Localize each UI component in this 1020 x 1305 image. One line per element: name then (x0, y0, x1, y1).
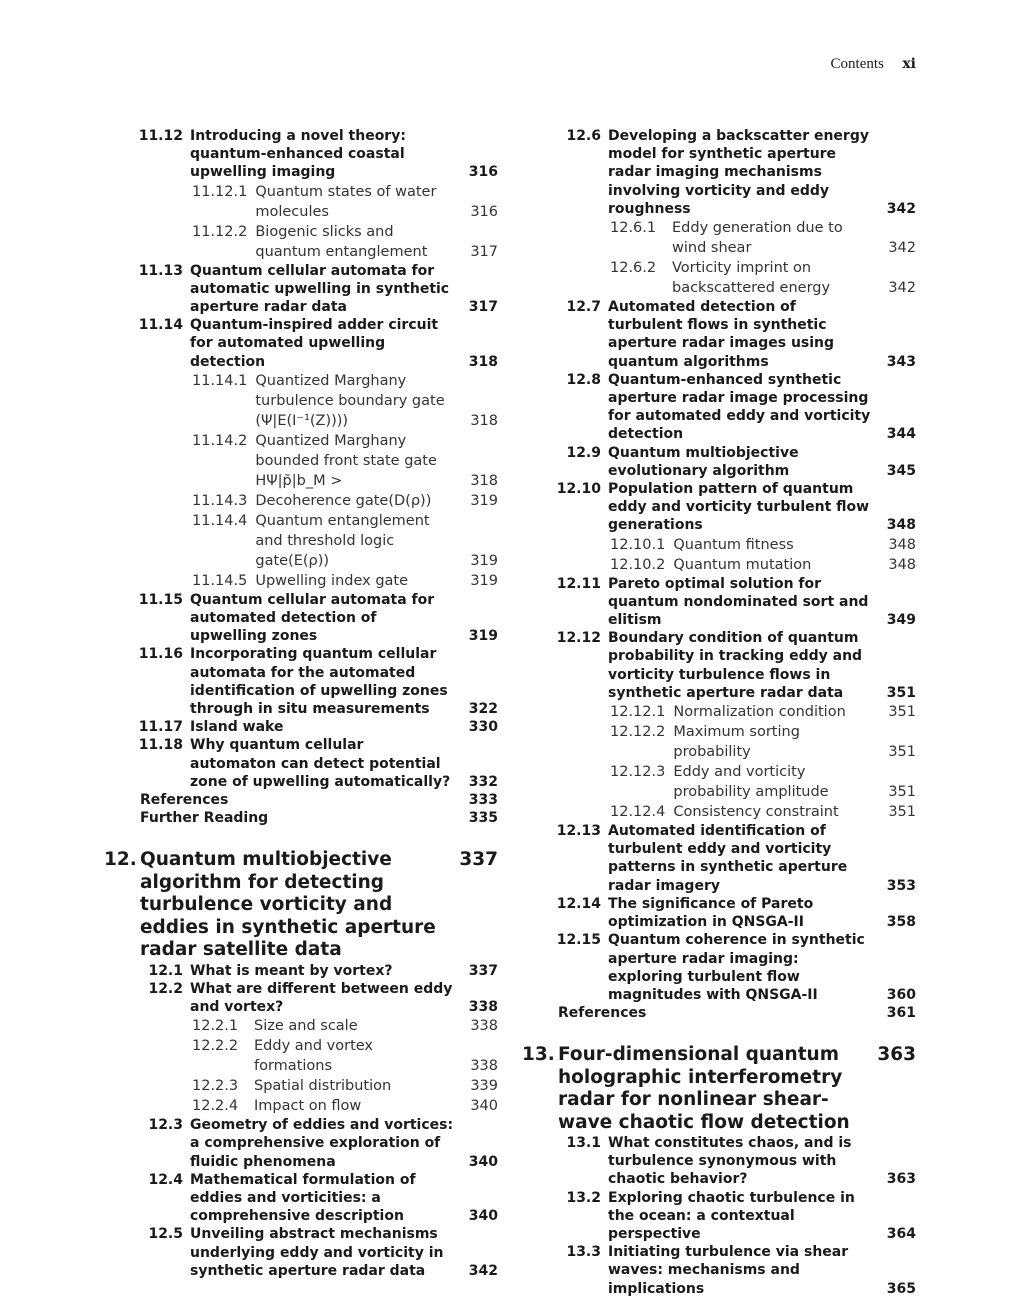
toc-entry (522, 1134, 916, 1189)
toc-entry-number: 12.7 (566, 299, 601, 316)
toc-entry-number: 11.14 (138, 317, 183, 334)
toc-entry-title: Automated identification of turbulent eddy and vorticity patterns in synthetic aperture radar imagery (608, 823, 848, 894)
toc-entry-title: Quantum multiobjective evolutionary algorithm (608, 444, 799, 479)
toc-entry-number: 11.15 (138, 591, 183, 608)
toc-entry-title: The significance of Pareto optimization in QNSGA-II (608, 895, 814, 931)
toc-entry-number: 11.14.4 (192, 512, 248, 529)
toc-entry (104, 127, 498, 182)
toc-entry-number (522, 1004, 558, 1022)
toc-entry (104, 980, 498, 1016)
toc-entry-page: 339 (470, 1078, 498, 1095)
toc-entry-title: Eddy and vortex formations (254, 1038, 373, 1075)
toc-entry-title: Consistency constraint (673, 804, 839, 821)
toc-entry-page: 344 (886, 426, 916, 443)
toc-entry-title: Spatial distribution (254, 1078, 392, 1095)
toc-entry-number (104, 809, 140, 827)
toc-entry-number: 12.2.2 (192, 1038, 239, 1055)
toc-entry-title: Biogenic slicks and quantum entanglement (255, 223, 428, 260)
toc-entry-number: 11.12.1 (192, 183, 248, 200)
toc-entry-number: 13.2 (566, 1189, 601, 1206)
toc-entry-title: What is meant by vortex? (190, 962, 393, 979)
toc-entry-number: 12. (104, 849, 137, 871)
toc-entry (522, 1243, 916, 1298)
toc-entry-title: Geometry of eddies and vortices: a comprehensive exploration of fluidic phenomena (190, 1117, 454, 1170)
toc-entry (522, 931, 916, 1004)
toc-entry-title: Normalization condition (673, 704, 846, 721)
toc-entry (522, 298, 916, 371)
toc-entry-title: Quantum entanglement and threshold logic gate(E(ρ)) (255, 512, 430, 569)
toc-entry (104, 591, 498, 646)
toc-entry (104, 645, 498, 718)
toc-entry (522, 762, 916, 802)
toc-entry-number: 13.1 (566, 1134, 601, 1151)
toc-entry-page: 351 (886, 684, 916, 701)
toc-entry-page: 342 (886, 200, 916, 217)
toc-entry-page: 340 (468, 1153, 498, 1170)
toc-entry-number: 12.12.3 (610, 764, 666, 781)
toc-entry (522, 895, 916, 931)
toc-entry (522, 575, 916, 630)
toc-entry-number (104, 791, 140, 809)
toc-entry-number: 11.17 (138, 719, 183, 736)
toc-entry-title: Quantum fitness (673, 536, 794, 553)
toc-entry-title: Quantized Marghany turbulence boundary gate (Ψ|E(I⁻¹(Z)))) (255, 372, 445, 429)
toc-entry-number: 12.12.1 (610, 704, 666, 721)
toc-entry (104, 491, 498, 511)
toc-entry (104, 431, 498, 491)
toc-entry-title: Four-dimensional quantum holographic interferometry radar for nonlinear shear-wave chaotic flow detection (558, 1044, 850, 1133)
toc-entry-title: What constitutes chaos, and is turbulence synonymous with chaotic behavior? (608, 1134, 852, 1188)
toc-entry-title: Incorporating quantum cellular automata for the automated identification of upwelling zones through in situ measurements (190, 646, 448, 718)
toc-entry-title: Boundary condition of quantum probability in tracking eddy and vorticity turbulence flows in synthetic aperture radar data (608, 630, 863, 701)
toc-entry (104, 1116, 498, 1171)
toc-entry-page: 351 (888, 804, 916, 821)
toc-entry-title: Maximum sorting probability (673, 724, 800, 761)
toc-entry-number: 11.12.2 (192, 223, 248, 240)
toc-entry (522, 555, 916, 575)
toc-entry-title: Developing a backscatter energy model for synthetic aperture radar imaging mechanisms involving vorticity and eddy roughness (608, 128, 869, 217)
toc-entry-number: 12.6 (566, 128, 601, 144)
toc-entry (522, 371, 916, 444)
toc-entry-page: 364 (886, 1225, 916, 1242)
toc-entry-number: 11.14.3 (192, 492, 248, 509)
toc-entry-title: Further Reading (140, 810, 269, 827)
toc-entry (522, 722, 916, 762)
toc-entry-page: 340 (468, 1208, 498, 1225)
toc-entry-title: Unveiling abstract mechanisms underlying eddy and vorticity in synthetic aperture radar data (190, 1226, 444, 1279)
toc-entry-title: Decoherence gate(D(ρ)) (255, 492, 432, 509)
toc-entry-page: 335 (468, 810, 498, 827)
toc-entry-number: 12.10.2 (610, 556, 666, 573)
toc-entry-page: 318 (468, 353, 498, 370)
toc-entry-title: Quantum coherence in synthetic aperture radar imaging: exploring turbulent flow magnitudes with QNSGA-II (608, 932, 865, 1003)
toc-entry-number: 12.6.2 (610, 260, 657, 277)
toc-entry (522, 1189, 916, 1244)
toc-entry-page: 363 (886, 1171, 916, 1188)
toc-entry-title: Vorticity imprint on backscattered energy (672, 260, 831, 297)
toc-entry-number: 13. (522, 1044, 555, 1066)
toc-entry (104, 809, 498, 827)
toc-entry-number: 13.3 (566, 1244, 601, 1261)
toc-entry-page: 337 (459, 849, 498, 871)
toc-entry-title: References (558, 1005, 647, 1022)
toc-entry-title: Quantum mutation (673, 556, 812, 573)
toc-entry-number: 12.1 (148, 962, 183, 979)
toc-entry-page: 332 (468, 773, 498, 790)
toc-entry (104, 736, 498, 791)
toc-entry-number: 12.2 (148, 980, 183, 997)
toc-entry-page: 338 (470, 1018, 498, 1035)
toc-entry-title: Impact on flow (254, 1098, 362, 1115)
toc-chapter-entry (104, 849, 498, 961)
toc-entry-page: 358 (886, 914, 916, 931)
toc-entry-number: 12.2.3 (192, 1078, 239, 1095)
toc-entry (104, 1076, 498, 1096)
toc-entry-number: 11.16 (138, 646, 183, 663)
toc-entry-number: 12.14 (556, 895, 601, 912)
toc-entry-page: 345 (886, 462, 916, 479)
toc-entry-page: 333 (468, 792, 498, 809)
toc-entry (104, 1171, 498, 1226)
toc-entry-page: 317 (470, 243, 498, 260)
toc-entry-title: Quantum-inspired adder circuit for automated upwelling detection (190, 317, 439, 370)
toc-entry (104, 262, 498, 317)
toc-entry (522, 258, 916, 298)
toc-entry-number: 11.14.1 (192, 372, 248, 389)
toc-entry-title: Eddy generation due to wind shear (672, 220, 843, 257)
toc-entry (104, 1225, 498, 1280)
toc-entry-page: 322 (468, 701, 498, 718)
toc-entry-page: 337 (468, 962, 498, 979)
toc-entry-page: 338 (468, 998, 498, 1015)
toc-entry-title: Island wake (190, 719, 284, 736)
toc-entry (104, 182, 498, 222)
toc-entry-page: 363 (877, 1044, 916, 1066)
toc-entry-number: 11.14.5 (192, 572, 248, 589)
toc-entry-number: 12.12 (556, 630, 601, 647)
toc-entry-number: 12.2.4 (192, 1098, 239, 1115)
toc-entry-title: What are different between eddy and vortex? (190, 980, 453, 1015)
running-header (831, 56, 916, 73)
toc-entry-title: References (140, 792, 229, 809)
toc-entry-page: 342 (888, 240, 916, 257)
toc-column-right (522, 127, 916, 1298)
toc-entry-title: Quantum cellular automata for automated detection of upwelling zones (190, 591, 435, 645)
toc-entry (104, 791, 498, 809)
toc-entry-number: 12.11 (556, 575, 601, 592)
toc-entry-title: Quantum cellular automata for automatic upwelling in synthetic aperture radar data (190, 262, 450, 316)
toc-entry-page: 353 (886, 877, 916, 894)
toc-entry-title: Automated detection of turbulent flows in synthetic aperture radar images using quantum algorithms (608, 299, 835, 370)
toc-entry (522, 218, 916, 258)
toc-entry-page: 348 (888, 556, 916, 573)
toc-entry-page: 342 (468, 1262, 498, 1279)
toc-entry-title: Pareto optimal solution for quantum nondominated sort and elitism (608, 575, 869, 629)
toc-entry-page: 348 (888, 536, 916, 553)
toc-entry-page: 319 (470, 552, 498, 569)
toc-entry-number: 11.14.2 (192, 432, 248, 449)
toc-entry-title: Mathematical formulation of eddies and vorticities: a comprehensive description (190, 1171, 416, 1225)
toc-entry (104, 962, 498, 980)
toc-entry-page: 338 (470, 1058, 498, 1075)
toc-entry (104, 316, 498, 371)
toc-entry-page: 361 (886, 1005, 916, 1022)
toc-entry-page: 316 (470, 203, 498, 220)
toc-entry-number: 12.10 (556, 481, 601, 498)
toc-entry-number: 12.9 (566, 444, 601, 461)
toc-entry-title: Quantum-enhanced synthetic aperture radar image processing for automated eddy and vorticity detection (608, 371, 871, 443)
toc-entry-title: Quantum multiobjective algorithm for detecting turbulence vorticity and eddies in synthetic aperture radar satellite data (140, 849, 436, 961)
toc-entry-page: 319 (468, 628, 498, 645)
running-head: Contents (830, 56, 884, 72)
toc-entry (522, 629, 916, 702)
toc-entry (522, 127, 916, 218)
toc-entry-title: Initiating turbulence via shear waves: mechanisms and implications (608, 1244, 849, 1297)
toc-entry-number: 11.13 (138, 262, 183, 279)
toc-entry (522, 822, 916, 895)
toc-entry-title: Upwelling index gate (255, 572, 409, 589)
toc-entry-number: 11.18 (138, 737, 183, 754)
toc-entry (104, 718, 498, 736)
toc-entry (104, 511, 498, 571)
toc-entry-page: 349 (886, 612, 916, 629)
toc-entry (104, 371, 498, 431)
toc-entry-page: 317 (468, 299, 498, 316)
toc-entry-page: 316 (468, 164, 498, 181)
toc-entry (104, 1036, 498, 1076)
toc-entry-title: Why quantum cellular automaton can detect potential zone of upwelling automatically? (190, 737, 451, 790)
toc-entry (104, 1096, 498, 1116)
toc-entry-page: 319 (470, 572, 498, 589)
toc-entry-number: 12.12.2 (610, 724, 666, 741)
toc-entry-number: 12.2.1 (192, 1018, 239, 1035)
toc-entry-page: 365 (886, 1280, 916, 1297)
toc-entry-page: 319 (470, 492, 498, 509)
toc-entry (522, 802, 916, 822)
toc-entry-title: Quantum states of water molecules (255, 183, 437, 220)
toc-entry-title: Population pattern of quantum eddy and vorticity turbulent flow generations (608, 481, 870, 534)
toc-entry (522, 535, 916, 555)
toc-entry (522, 1004, 916, 1022)
toc-entry-page: 343 (886, 353, 916, 370)
toc-entry (104, 1016, 498, 1036)
toc-entry-number: 12.13 (556, 823, 601, 840)
toc-entry-title: Size and scale (254, 1018, 358, 1035)
toc-entry-number: 12.5 (148, 1226, 183, 1243)
toc-entry (104, 571, 498, 591)
toc-entry-page: 318 (470, 472, 498, 489)
toc-entry-number: 12.15 (556, 932, 601, 949)
toc-entry (522, 444, 916, 480)
toc-entry-title: Eddy and vorticity probability amplitude (673, 764, 829, 801)
toc-entry-page: 340 (470, 1098, 498, 1115)
toc-entry-page: 318 (470, 412, 498, 429)
toc-entry-title: Quantized Marghany bounded front state gate HΨ|p̄|b_M > (255, 432, 437, 489)
toc-chapter-entry (522, 1044, 916, 1134)
toc-entry-number: 12.12.4 (610, 804, 666, 821)
toc-entry-number: 12.8 (566, 371, 601, 388)
toc-entry-page: 330 (468, 719, 498, 736)
toc-entry-page: 342 (888, 280, 916, 297)
toc-entry-number: 11.12 (138, 128, 183, 144)
toc-entry-number: 12.6.1 (610, 220, 657, 237)
toc-entry-number: 12.3 (148, 1117, 183, 1134)
toc-entry-page: 351 (888, 744, 916, 761)
toc-entry (522, 480, 916, 535)
toc-entry-page: 360 (886, 986, 916, 1003)
toc-entry-title: Exploring chaotic turbulence in the ocean: a contextual perspective (608, 1189, 855, 1242)
toc-entry-page: 351 (888, 704, 916, 721)
toc-column-left (104, 127, 498, 1280)
toc-entry (522, 702, 916, 722)
toc-entry-title: Introducing a novel theory: quantum-enhanced coastal upwelling imaging (190, 128, 406, 181)
page-number: xi (902, 56, 916, 72)
toc-entry-page: 348 (886, 517, 916, 534)
toc-entry-number: 12.4 (148, 1171, 183, 1188)
toc-entry (104, 222, 498, 262)
toc-entry-number: 12.10.1 (610, 536, 666, 553)
toc-entry-page: 351 (888, 784, 916, 801)
